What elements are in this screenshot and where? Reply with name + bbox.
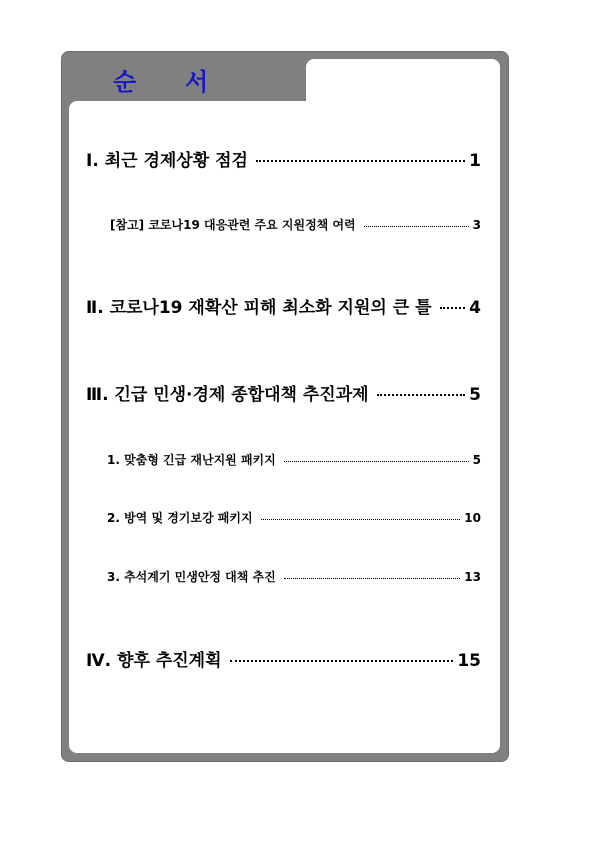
toc-leader-dots — [377, 394, 466, 396]
toc-title-char-2: 서 — [185, 68, 209, 96]
toc-leader-dots — [261, 519, 461, 520]
toc-leader-dots — [440, 307, 466, 309]
toc-entry-page: 15 — [457, 651, 481, 671]
toc-entry-section-3-1[interactable] — [107, 451, 481, 468]
toc-entry-page: 5 — [469, 385, 481, 405]
toc-entry-page: 5 — [472, 453, 481, 467]
toc-entry-page: 10 — [464, 511, 481, 525]
toc-entry-section-3[interactable] — [86, 380, 481, 405]
toc-entry-page: 13 — [464, 570, 481, 584]
toc-entry-page: 4 — [469, 298, 481, 318]
toc-entry-label: Ⅱ. 코로나19 재확산 피해 최소화 지원의 큰 틀 — [86, 298, 432, 318]
toc-entry-label: [참고] 코로나19 대응관련 주요 지원정책 여력 — [110, 218, 356, 232]
toc-entry-page: 1 — [469, 151, 481, 171]
toc-entry-label: Ⅳ. 향후 추진계획 — [86, 651, 222, 671]
toc-entry-section-3-3[interactable] — [107, 568, 481, 585]
toc-entry-page: 3 — [472, 218, 481, 232]
toc-entry-reference[interactable] — [110, 216, 481, 233]
toc-entry-label: 1. 맞춤형 긴급 재난지원 패키지 — [107, 453, 276, 467]
toc-entry-section-2[interactable] — [86, 293, 481, 318]
toc-entry-label: 3. 추석계기 민생안정 대책 추진 — [107, 570, 276, 584]
toc-entry-label: Ⅲ. 긴급 민생·경제 종합대책 추진과제 — [86, 385, 369, 405]
toc-entry-section-3-2[interactable] — [107, 509, 481, 526]
toc-title — [113, 62, 213, 96]
toc-entry-label: Ⅰ. 최근 경제상황 점검 — [86, 151, 248, 171]
toc-entry-section-4[interactable] — [86, 646, 481, 671]
toc-entry-label: 2. 방역 및 경기보강 패키지 — [107, 511, 253, 525]
toc-leader-dots — [284, 461, 469, 462]
toc-title-char-1: 순 — [113, 68, 137, 96]
toc-entry-section-1[interactable] — [86, 146, 481, 171]
toc-leader-dots — [230, 660, 454, 662]
toc-leader-dots — [256, 160, 465, 162]
toc-leader-dots — [364, 226, 469, 227]
toc-leader-dots — [284, 578, 461, 579]
